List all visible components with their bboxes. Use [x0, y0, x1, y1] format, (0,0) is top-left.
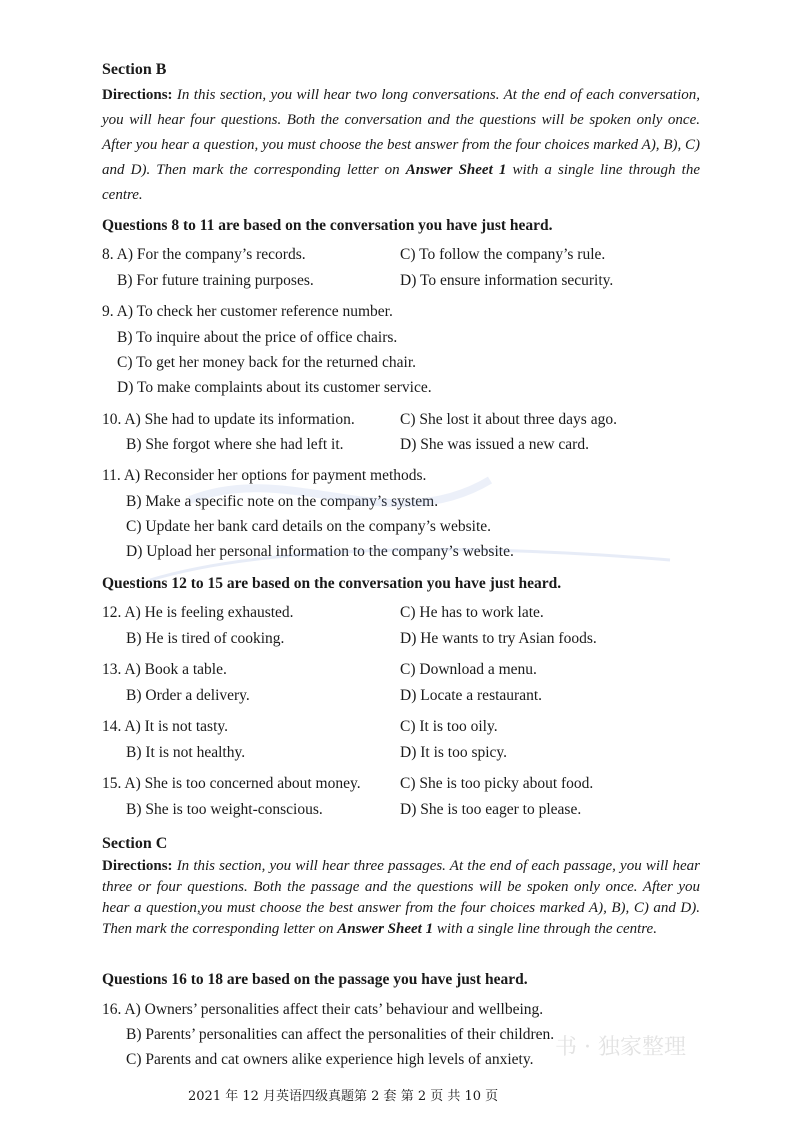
- q15-option-c: C) She is too picky about food.: [400, 775, 594, 792]
- section-c-title: Section C: [102, 835, 168, 852]
- q14-option-c: C) It is too oily.: [400, 718, 498, 735]
- q12-option-d: D) He wants to try Asian foods.: [400, 630, 597, 647]
- group-header-12-15: Questions 12 to 15 are based on the conversation you have just heard.: [102, 575, 562, 592]
- q14-option-a: 14. A) It is not tasty.: [102, 718, 229, 735]
- answer-sheet-ref: Answer Sheet 1: [337, 921, 434, 937]
- q9-option-d: D) To make complaints about its customer service.: [117, 379, 432, 396]
- q16-option-c: C) Parents and cat owners alike experience high levels of anxiety.: [126, 1051, 534, 1068]
- q10-option-d: D) She was issued a new card.: [400, 436, 589, 453]
- answer-sheet-ref: Answer Sheet 1: [405, 162, 507, 178]
- directions-text: In this section, you will hear three passages. At the end of each passage, you will hear three or four questions. Both the passage and the questions will be spoken only once. After you hear a question,you must choose the best answer from the four choices marked A), B), C) and D). Then mark the corresponding letter on: [102, 858, 700, 937]
- q15-option-d: D) She is too eager to please.: [400, 801, 582, 818]
- q15-option-b: B) She is too weight-conscious.: [126, 801, 323, 818]
- q10-option-c: C) She lost it about three days ago.: [400, 411, 617, 428]
- q8-option-d: D) To ensure information security.: [400, 272, 614, 289]
- q8-option-a: 8. A) For the company’s records.: [102, 246, 306, 263]
- q12-option-c: C) He has to work late.: [400, 604, 544, 621]
- page-footer: 2021 年 12 月英语四级真题第 2 套 第 2 页 共 10 页: [188, 1089, 499, 1104]
- q9-option-b: B) To inquire about the price of office chairs.: [117, 329, 398, 346]
- q9-option-a: 9. A) To check her customer reference number.: [102, 303, 393, 320]
- q13-option-c: C) Download a menu.: [400, 661, 537, 678]
- directions-text: In this section, you will hear two long conversations. At the end of each conversation, you will hear four questions. Both the conversation and the questions will be spoken only once. After you hear a question, you must choose the best answer from the four choices marked A), B), C) and D). Then mark the corresponding letter on: [102, 87, 700, 178]
- q14-option-d: D) It is too spicy.: [400, 744, 508, 761]
- q9-option-c: C) To get her money back for the returned chair.: [117, 354, 417, 371]
- q11-option-a: 11. A) Reconsider her options for payment methods.: [102, 467, 427, 484]
- q11-option-b: B) Make a specific note on the company’s system.: [126, 493, 439, 510]
- q11-option-d: D) Upload her personal information to the company’s website.: [126, 543, 514, 560]
- q13-option-b: B) Order a delivery.: [126, 687, 250, 704]
- section-b-title: Section B: [102, 61, 167, 78]
- group-header-8-11: Questions 8 to 11 are based on the conversation you have just heard.: [102, 217, 553, 234]
- watermark-text: 书 · 独家整理: [555, 1035, 686, 1060]
- group-header-16-18: Questions 16 to 18 are based on the passage you have just heard.: [102, 971, 528, 988]
- q10-option-a: 10. A) She had to update its information.: [102, 411, 355, 428]
- directions-text-end: with a single line through the centre.: [102, 162, 700, 203]
- q8-option-c: C) To follow the company’s rule.: [400, 246, 606, 263]
- directions-label: Directions:: [102, 858, 173, 874]
- q11-option-c: C) Update her bank card details on the company’s website.: [126, 518, 491, 535]
- q12-option-a: 12. A) He is feeling exhausted.: [102, 604, 294, 621]
- q12-option-b: B) He is tired of cooking.: [126, 630, 285, 647]
- section-c-directions: [102, 856, 700, 940]
- q13-option-d: D) Locate a restaurant.: [400, 687, 543, 704]
- q16-option-b: B) Parents’ personalities can affect the personalities of their children.: [126, 1026, 555, 1043]
- directions-text-end: with a single line through the centre.: [433, 921, 657, 937]
- q16-option-a: 16. A) Owners’ personalities affect their cats’ behaviour and wellbeing.: [102, 1001, 544, 1018]
- q10-option-b: B) She forgot where she had left it.: [126, 436, 344, 453]
- q15-option-a: 15. A) She is too concerned about money.: [102, 775, 361, 792]
- q13-option-a: 13. A) Book a table.: [102, 661, 227, 678]
- directions-label: Directions:: [102, 87, 173, 103]
- q14-option-b: B) It is not healthy.: [126, 744, 246, 761]
- section-b-directions: [102, 83, 700, 208]
- q8-option-b: B) For future training purposes.: [117, 272, 314, 289]
